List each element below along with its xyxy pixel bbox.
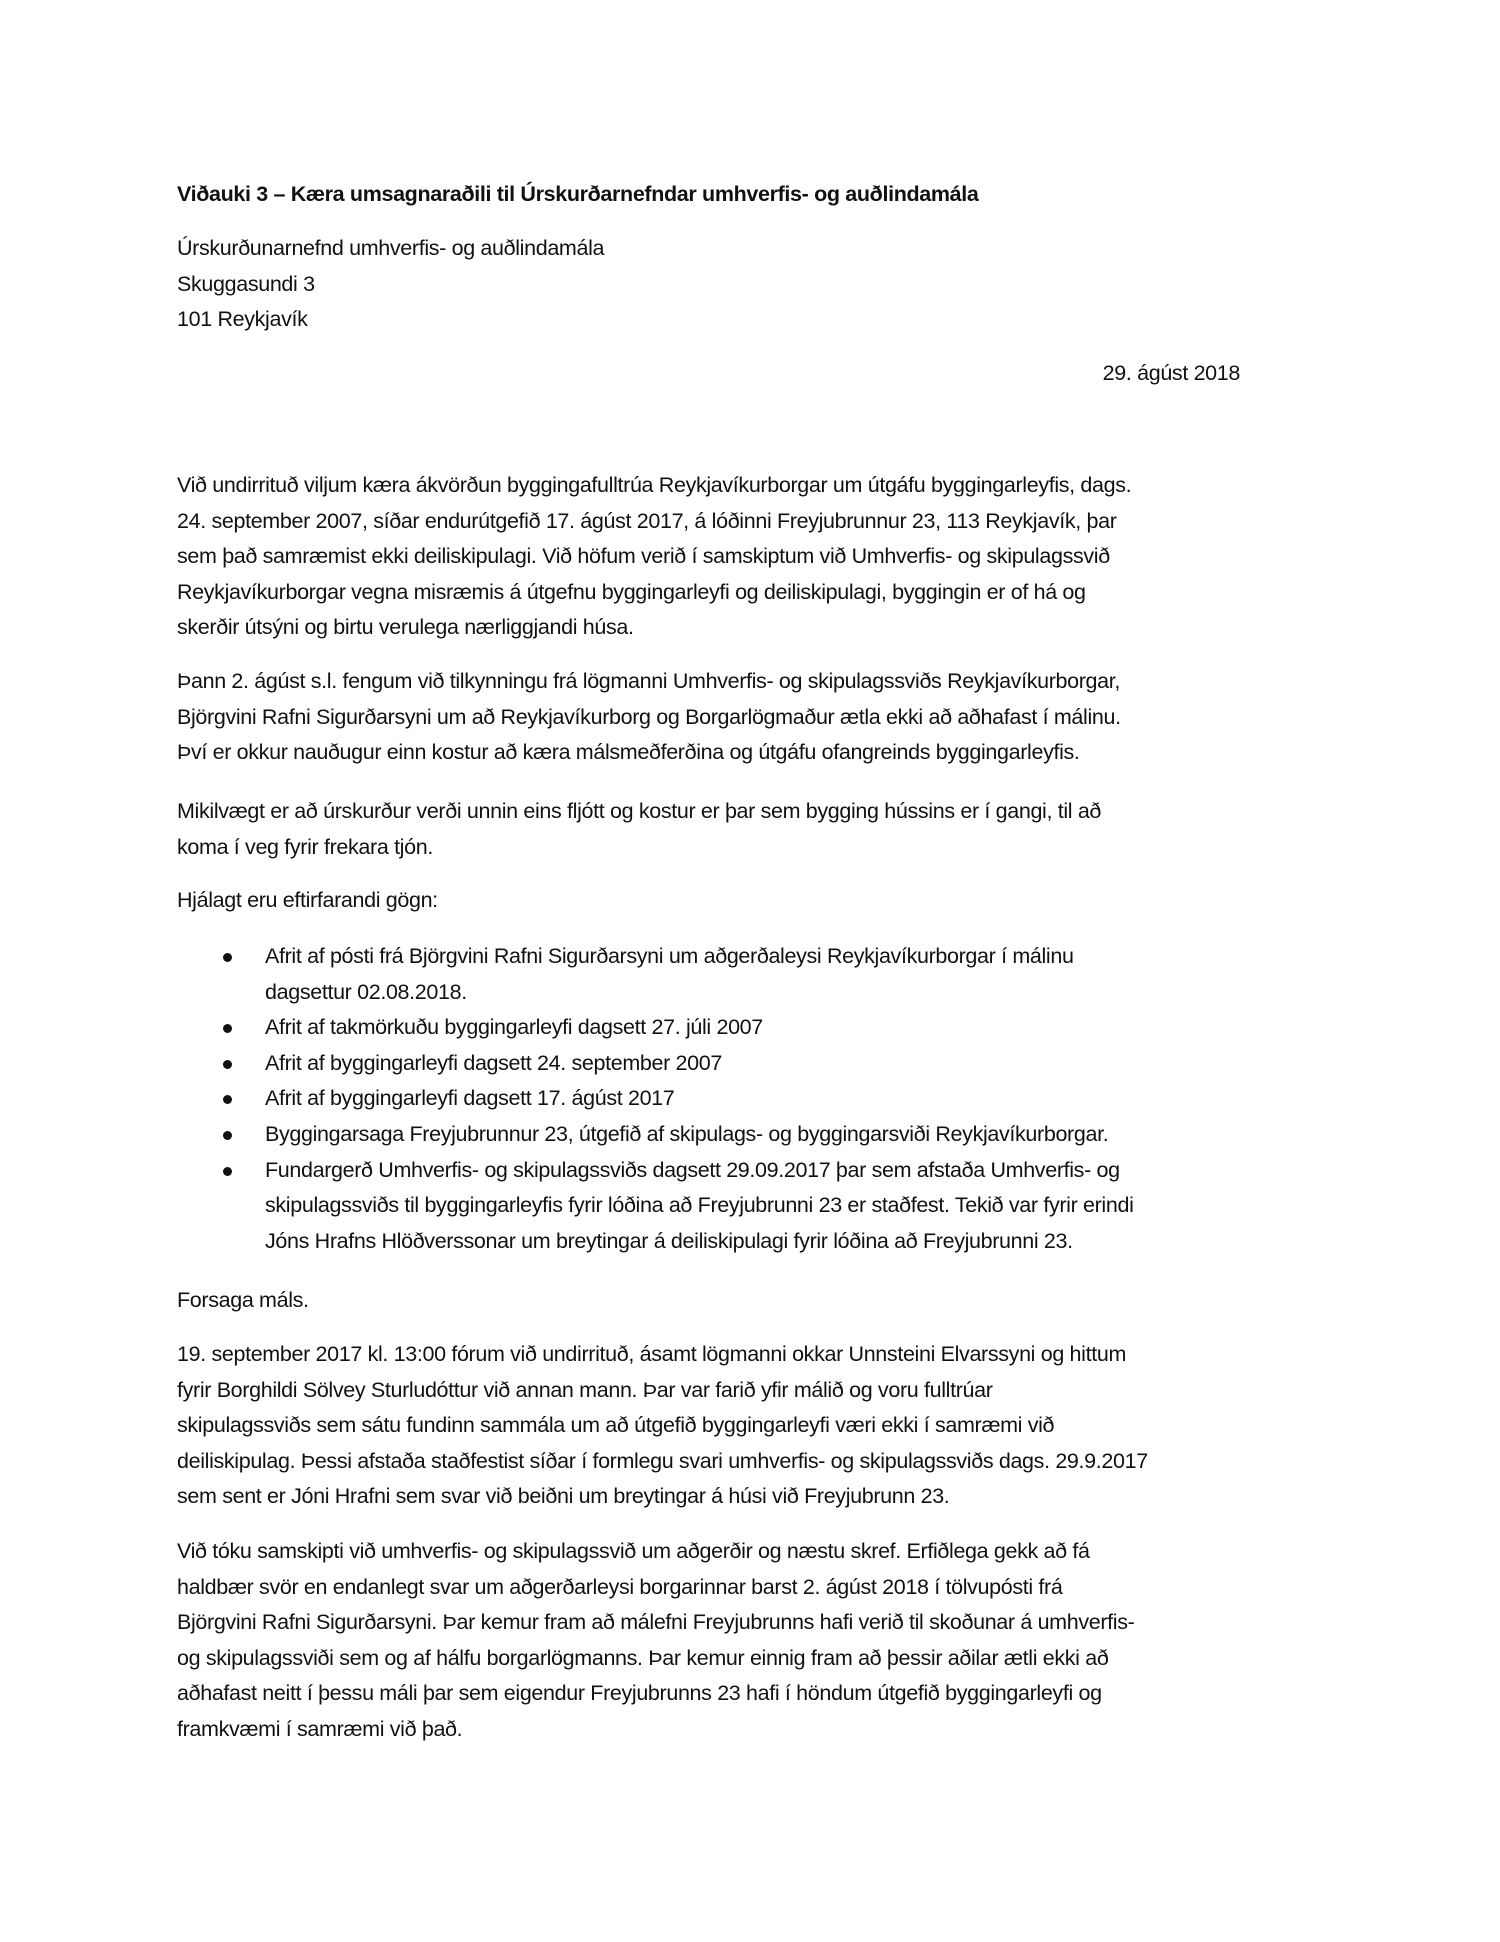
text-line: 24. september 2007, síðar endurútgefið 17. ágúst 2017, á lóðinni Freyjubrunnur 23, 113 Reykjavík, þar (177, 508, 1117, 533)
bullet-icon (223, 953, 232, 962)
text-line: Reykjavíkurborgar vegna misræmis á útgefnu byggingarleyfi og deiliskipulagi, byggingin er of há og (177, 579, 1086, 604)
recipient-address (177, 231, 604, 338)
list-item (177, 1153, 1134, 1260)
text-line: aðhafast neitt í þessu máli þar sem eigendur Freyjubrunns 23 hafi í höndum útgefið byggingarleyfi og (177, 1681, 1102, 1706)
text-line: 19. september 2017 kl. 13:00 fórum við undirrituð, ásamt lögmanni okkar Unnsteini Elvarssyni og hittum (177, 1342, 1127, 1366)
address-line: 101 Reykjavík (177, 307, 308, 332)
address-line: Skuggasundi 3 (177, 271, 315, 296)
text-line: skerðir útsýni og birtu verulega nærliggjandi húsa. (177, 615, 634, 640)
text-line: sem það samræmist ekki deiliskipulagi. Við höfum verið í samskiptum við Umhverfis- og skipulagssvið (177, 544, 1110, 569)
text-line: deiliskipulag. Þessi afstaða staðfestist síðar í formlegu svari umhverfis- og skipulagssviðs dags. 29.9.2017 (177, 1448, 1148, 1473)
list-item (177, 1081, 1134, 1117)
text-line: Mikilvægt er að úrskurður verði unnin eins fljótt og kostur er þar sem bygging hússins er í gangi, til að (177, 799, 1102, 823)
paragraph-complaint (177, 468, 1131, 646)
text-line: skipulagssviðs sem sátu fundinn sammála um að útgefið byggingarleyfi væri ekki í samræmi við (177, 1413, 1055, 1438)
text-line: koma í veg fyrir frekara tjón. (177, 834, 433, 859)
text-line: Því er okkur nauðugur einn kostur að kæra málsmeðferðina og útgáfu ofangreinds byggingarleyfis. (177, 740, 1080, 765)
paragraph-followup (177, 1534, 1134, 1748)
text-line: sem sent er Jóni Hrafni sem svar við beiðni um breytingar á húsi við Freyjubrunn 23. (177, 1484, 950, 1509)
list-item (177, 939, 1134, 1010)
text-line: Björgvini Rafni Sigurðarsyni um að Reykjavíkurborg og Borgarlögmaður ætla ekki að aðhafast í málinu. (177, 704, 1121, 729)
list-item (177, 1117, 1134, 1153)
text-line: Byggingarsaga Freyjubrunnur 23, útgefið af skipulags- og byggingarsviði Reykjavíkurborgar. (265, 1121, 1109, 1146)
text-line: skipulagssviðs til byggingarleyfis fyrir lóðina að Freyjubrunni 23 er staðfest. Tekið var fyrir erindi (265, 1193, 1134, 1218)
text-line: Við tóku samskipti við umhverfis- og skipulagssvið um aðgerðir og næstu skref. Erfiðlega gekk að fá (177, 1539, 1090, 1563)
paragraph-meeting (177, 1337, 1148, 1515)
text-line: Fundargerð Umhverfis- og skipulagssviðs dagsett 29.09.2017 þar sem afstaða Umhverfis- og (265, 1157, 1120, 1182)
text-line: framkvæmi í samræmi við það. (177, 1716, 463, 1741)
attachments-heading: Hjálagt eru eftirfarandi gögn: (177, 888, 438, 912)
text-line: Afrit af byggingarleyfi dagsett 17. ágúst 2017 (265, 1086, 675, 1111)
text-line: Jóns Hrafns Hlöðverssonar um breytingar á deiliskipulagi fyrir lóðina að Freyjubrunni 23. (265, 1228, 1073, 1253)
address-line: Úrskurðunarnefnd umhverfis- og auðlindamála (177, 236, 605, 260)
paragraph-urgency (177, 794, 1101, 865)
history-heading: Forsaga máls. (177, 1288, 309, 1312)
bullet-icon (223, 1167, 232, 1176)
text-line: Þann 2. ágúst s.l. fengum við tilkynningu frá lögmanni Umhverfis- og skipulagssviðs Reykjavíkurborgar, (177, 669, 1121, 693)
text-line: Björgvini Rafni Sigurðarsyni. Þar kemur fram að málefni Freyjubrunns hafi verið til skoðunar á umhverfis- (177, 1610, 1135, 1635)
text-line: haldbær svör en endanlegt svar um aðgerðarleysi borgarinnar barst 2. ágúst 2018 í tölvupósti frá (177, 1574, 1063, 1599)
bullet-icon (223, 1095, 232, 1104)
document-title: Viðauki 3 – Kæra umsagnaraðili til Úrskurðarnefndar umhverfis- og auðlindamála (177, 182, 979, 206)
letter-date: 29. ágúst 2018 (1102, 361, 1240, 385)
text-line: Afrit af takmörkuðu byggingarleyfi dagsett 27. júli 2007 (265, 1015, 763, 1040)
text-line: Afrit af pósti frá Björgvini Rafni Sigurðarsyni um aðgerðaleysi Reykjavíkurborgar í málinu (265, 944, 1074, 968)
text-line: fyrir Borghildi Sölvey Sturludóttur við annan mann. Þar var farið yfir málið og voru fulltrúar (177, 1377, 993, 1402)
text-line: Afrit af byggingarleyfi dagsett 24. september 2007 (265, 1050, 722, 1075)
attachments-list (177, 939, 1134, 1259)
list-item (177, 1010, 1134, 1046)
text-line: og skipulagssviði sem og af hálfu borgarlögmanns. Þar kemur einnig fram að þessir aðilar ætli ekki að (177, 1645, 1109, 1670)
list-item (177, 1046, 1134, 1082)
text-line: Við undirrituð viljum kæra ákvörðun byggingafulltrúa Reykjavíkurborgar um útgáfu byggingarleyfis, dags. (177, 473, 1132, 497)
bullet-icon (223, 1024, 232, 1033)
paragraph-notification (177, 664, 1121, 771)
bullet-icon (223, 1131, 232, 1140)
bullet-icon (223, 1060, 232, 1069)
text-line: dagsettur 02.08.2018. (265, 979, 467, 1004)
